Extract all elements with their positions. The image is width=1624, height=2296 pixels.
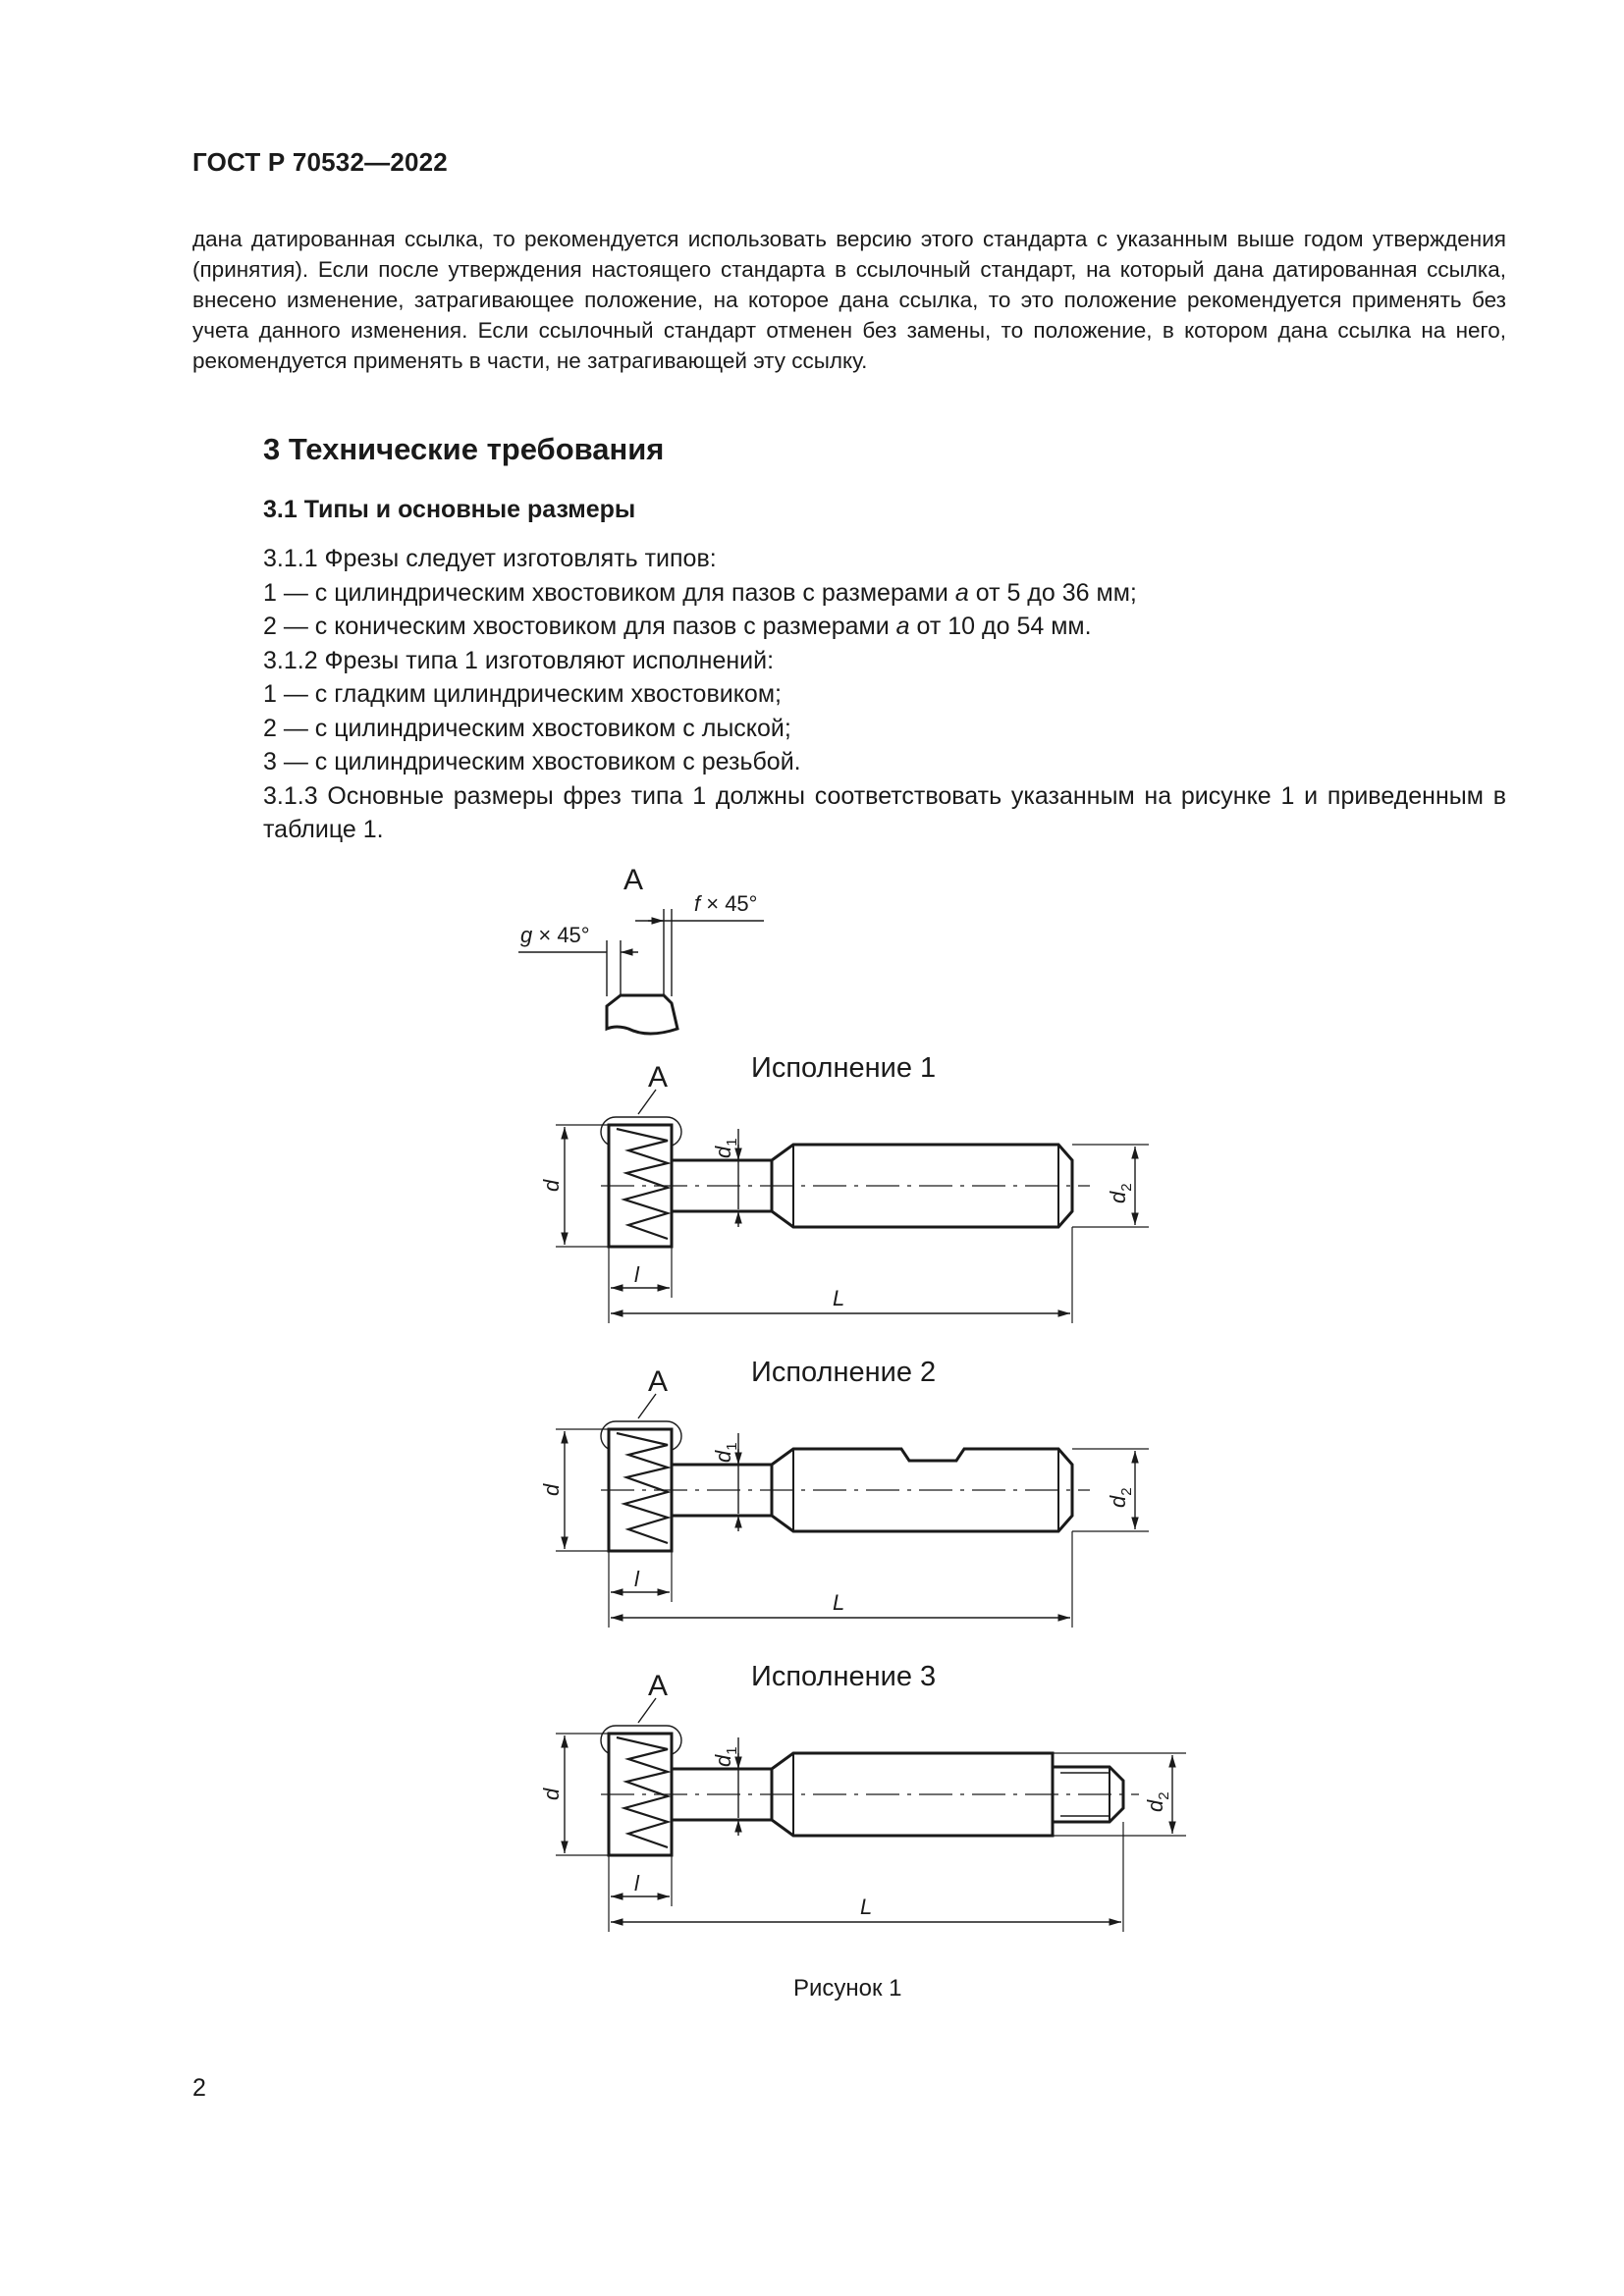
detail-a-label: A (623, 864, 644, 896)
execution-1-d2-sub: 2 (1118, 1183, 1135, 1192)
execution-1-d2-label (1106, 1183, 1135, 1203)
section-title: 3 Технические требования (263, 432, 665, 466)
execution-3-L-label: L (860, 1895, 873, 1919)
execution-3-d2-var: d (1143, 1799, 1167, 1812)
detail-a-view (518, 864, 764, 1034)
type-2-var-a: a (895, 613, 910, 640)
figure-caption: Рисунок 1 (793, 1975, 902, 2002)
execution-2-d1-var: d (711, 1450, 735, 1463)
execution-1-view-leader (638, 1090, 656, 1114)
clause-3-1-3: 3.1.3 Основные размеры фрез типа 1 должны соответствовать указанным на рисунке 1 и приведенным в таблице 1. (263, 781, 1506, 843)
type-1-var-a: a (954, 578, 969, 607)
execution-1-d1-sub: 1 (724, 1138, 740, 1147)
chamfer-f-var: f (694, 891, 701, 916)
type-1-text-post: от 5 до 36 мм; (968, 578, 1137, 607)
execution-1-view-label: A (648, 1061, 669, 1094)
execution-1-L-label: L (833, 1286, 845, 1310)
execution-3-d2-label (1143, 1791, 1172, 1812)
execution-3-l-label: l (634, 1871, 639, 1896)
execution-2-drawing (539, 1357, 1149, 1628)
execution-2-d1-label (711, 1442, 740, 1463)
execution-3-d-label: d (539, 1788, 564, 1800)
execution-1-d2-var: d (1106, 1191, 1130, 1203)
detail-a-outline (607, 995, 677, 1034)
execution-3-drawing (539, 1661, 1186, 1932)
execution-2-d-label: d (539, 1483, 564, 1496)
execution-1-d-label: d (539, 1179, 564, 1192)
execution-3-d1-label (711, 1746, 740, 1767)
execution-2-line: 2 — с цилиндрическим хвостовиком с лыской; (263, 714, 791, 742)
execution-2-l-label: l (634, 1567, 639, 1591)
execution-2-title: Исполнение 2 (751, 1357, 937, 1388)
type-2-text-pre: 2 — с коническим хвостовиком для пазов с размерами (263, 613, 896, 640)
chamfer-g-var: g (520, 923, 533, 947)
chamfer-g-label (520, 923, 590, 947)
chamfer-f-label (694, 891, 757, 916)
execution-3-d1-sub: 1 (724, 1746, 740, 1755)
execution-1-drawing (539, 1052, 1149, 1323)
execution-3-d2-sub: 2 (1156, 1791, 1172, 1800)
intro-paragraph: дана датированная ссылка, то рекомендуется использовать версию этого стандарта с указанным выше годом утверждения (принятия). Если после утверждения настоящего стандарта в ссылочный стандарт, на который дана датированная ссылка, внесено изменение, затрагивающее положение, на которое дана ссылка, то это положение рекомендуется применять без учета данного изменения. Если ссылочный стандарт отменен без замены, то положение, в котором дана ссылка на него, рекомендуется применять в части, не затрагивающей эту ссылку. (192, 227, 1506, 373)
type-2-text-post: от 10 до 54 мм. (909, 613, 1092, 640)
execution-2-L-label: L (833, 1590, 845, 1615)
execution-1-title: Исполнение 1 (751, 1052, 937, 1084)
execution-3-view-leader (638, 1698, 656, 1723)
execution-1-d1-label (711, 1138, 740, 1158)
type-1-text-pre: 1 — с цилиндрическим хвостовиком для пазов с размерами (263, 578, 955, 607)
execution-1-d1-var: d (711, 1146, 735, 1158)
execution-2-d2-label (1106, 1487, 1135, 1508)
execution-2-d2-sub: 2 (1118, 1487, 1135, 1496)
execution-2-view-label: A (648, 1365, 669, 1398)
execution-3-view-label: A (648, 1670, 669, 1702)
chamfer-f-rest: × 45° (700, 891, 758, 916)
clause-3-1-1: 3.1.1 Фрезы следует изготовлять типов: (263, 545, 717, 572)
document-header-code: ГОСТ Р 70532—2022 (192, 147, 448, 177)
execution-3-title: Исполнение 3 (751, 1661, 937, 1692)
execution-1-line: 1 — с гладким цилиндрическим хвостовиком; (263, 680, 782, 708)
page-number: 2 (192, 2074, 206, 2102)
subsection-title: 3.1 Типы и основные размеры (263, 496, 636, 523)
execution-1-l-label: l (634, 1262, 639, 1287)
execution-2-view-leader (638, 1394, 656, 1418)
chamfer-g-rest: × 45° (532, 923, 590, 947)
clause-3-1-2: 3.1.2 Фрезы типа 1 изготовляют исполнений: (263, 646, 775, 674)
execution-2-d1-sub: 1 (724, 1442, 740, 1451)
execution-2-d2-var: d (1106, 1495, 1130, 1508)
execution-3-line: 3 — с цилиндрическим хвостовиком с резьбой. (263, 748, 801, 775)
execution-3-d1-var: d (711, 1754, 735, 1767)
